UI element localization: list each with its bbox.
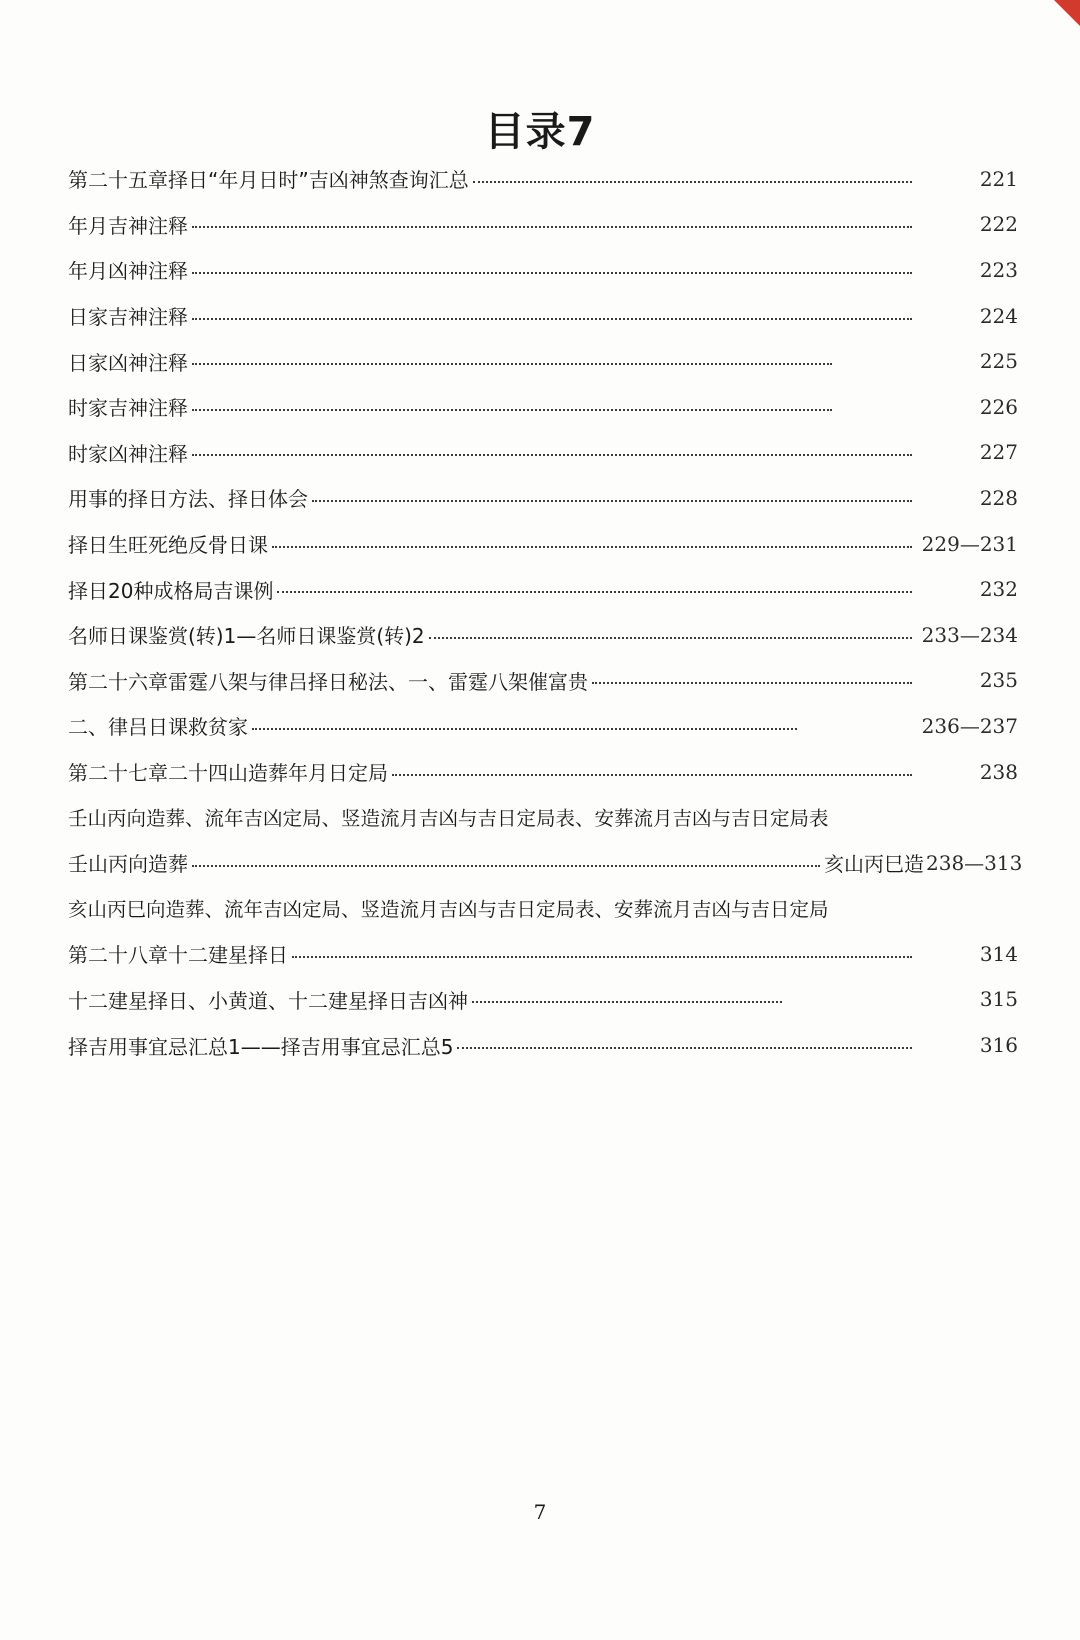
toc-entry-page: 228 xyxy=(979,485,1018,510)
toc-entry[interactable] xyxy=(68,247,1018,293)
toc-entry-label: 十二建星择日、小黄道、十二建星择日吉凶神 xyxy=(68,988,468,1013)
toc-entry-label: 第二十五章择日“年月日时”吉凶神煞查询汇总 xyxy=(68,168,469,193)
dot-leader xyxy=(592,682,912,684)
toc-entry-label: 日家吉神注释 xyxy=(68,305,188,330)
toc-entry-page: 314 xyxy=(979,941,1018,966)
toc-entry[interactable] xyxy=(68,886,1018,932)
toc-entry[interactable] xyxy=(68,293,1018,339)
toc-entry-label: 第二十七章二十四山造葬年月日定局 xyxy=(68,761,388,786)
toc-entry[interactable] xyxy=(68,566,1018,612)
toc-entry-page: 236—237 xyxy=(921,713,1018,738)
dot-leader xyxy=(192,272,912,274)
toc-entry[interactable] xyxy=(68,931,1018,977)
toc-entry-label: 年月吉神注释 xyxy=(68,213,188,238)
toc-entry-page: 226 xyxy=(979,394,1018,419)
toc-entry-label: 名师日课鉴赏(转)1—名师日课鉴赏(转)2 xyxy=(68,624,425,649)
toc-entry-page: 316 xyxy=(979,1033,1018,1058)
dot-leader xyxy=(192,363,832,365)
dot-leader xyxy=(252,728,797,730)
toc-entry-page: 315 xyxy=(979,987,1018,1012)
dot-leader xyxy=(192,865,820,867)
toc-entry-label: 二、律吕日课救贫家 xyxy=(68,715,248,740)
toc-entry[interactable] xyxy=(68,612,1018,658)
toc-entry-label: 择吉用事宜忌汇总1——择吉用事宜忌汇总5 xyxy=(68,1034,454,1059)
dot-leader xyxy=(292,956,912,958)
toc-entry-page: 222 xyxy=(979,212,1018,237)
toc-entry[interactable] xyxy=(68,749,1018,795)
toc-entry-label: 择日20种成格局吉课例 xyxy=(68,578,274,603)
toc-entry[interactable] xyxy=(68,840,1023,886)
toc-entry-label: 时家吉神注释 xyxy=(68,396,188,421)
page-number: 7 xyxy=(533,1500,547,1524)
toc-entry[interactable] xyxy=(68,521,1018,567)
toc-entry[interactable] xyxy=(68,1022,1018,1068)
toc-entry[interactable] xyxy=(68,794,1018,840)
toc-entry-label: 第二十八章十二建星择日 xyxy=(68,943,288,968)
toc-entry[interactable] xyxy=(68,475,1018,521)
dot-leader xyxy=(473,181,912,183)
toc-entry-page: 238 xyxy=(979,759,1018,784)
toc-entry[interactable] xyxy=(68,977,1018,1023)
toc-entry-label: 时家凶神注释 xyxy=(68,441,188,466)
toc-entry-label: 择日生旺死绝反骨日课 xyxy=(68,533,268,558)
table-of-contents xyxy=(68,156,1023,1068)
toc-entry[interactable] xyxy=(68,384,1018,430)
dot-leader xyxy=(312,500,912,502)
dot-leader xyxy=(277,591,912,593)
toc-entry-label: 日家凶神注释 xyxy=(68,350,188,375)
dot-leader xyxy=(192,226,912,228)
dot-leader xyxy=(192,409,832,411)
toc-entry-label: 用事的择日方法、择日体会 xyxy=(68,487,308,512)
toc-entry-label: 第二十六章雷霆八架与律吕择日秘法、一、雷霆八架催富贵 xyxy=(68,669,588,694)
toc-entry-label: 壬山丙向造葬、流年吉凶定局、竖造流月吉凶与吉日定局表、安葬流月吉凶与吉日定局表 xyxy=(68,807,829,831)
dot-leader xyxy=(392,774,912,776)
toc-entry-label: 年月凶神注释 xyxy=(68,259,188,284)
red-corner-mark xyxy=(1054,0,1080,26)
dot-leader xyxy=(457,1047,912,1049)
toc-entry[interactable] xyxy=(68,658,1018,704)
toc-entry-page: 225 xyxy=(979,349,1018,374)
toc-entry-page: 232 xyxy=(979,577,1018,602)
dot-leader xyxy=(472,1001,782,1003)
toc-entry[interactable] xyxy=(68,430,1018,476)
toc-entry-label: 壬山丙向造葬 xyxy=(68,852,188,877)
toc-entry-page: 238—313 xyxy=(926,850,1023,875)
dot-leader xyxy=(192,318,912,320)
page-title: 目录7 xyxy=(484,109,596,155)
toc-entry[interactable] xyxy=(68,338,1018,384)
toc-entry-page: 229—231 xyxy=(921,531,1018,556)
dot-leader xyxy=(272,546,912,548)
toc-entry[interactable] xyxy=(68,703,1018,749)
toc-entry-page: 224 xyxy=(979,303,1018,328)
dot-leader xyxy=(192,454,912,456)
toc-entry[interactable] xyxy=(68,202,1018,248)
toc-entry-label: 亥山丙巳向造葬、流年吉凶定局、竖造流月吉凶与吉日定局表、安葬流月吉凶与吉日定局 xyxy=(68,898,829,922)
toc-entry-page: 233—234 xyxy=(921,622,1018,647)
toc-entry-page: 235 xyxy=(979,668,1018,693)
toc-entry-page: 227 xyxy=(979,440,1018,465)
toc-entry-page: 221 xyxy=(979,166,1018,191)
toc-entry[interactable] xyxy=(68,156,1018,202)
toc-entry-range-label: 亥山丙巳造 xyxy=(824,852,924,877)
toc-entry-page: 223 xyxy=(979,257,1018,282)
dot-leader xyxy=(429,637,912,639)
